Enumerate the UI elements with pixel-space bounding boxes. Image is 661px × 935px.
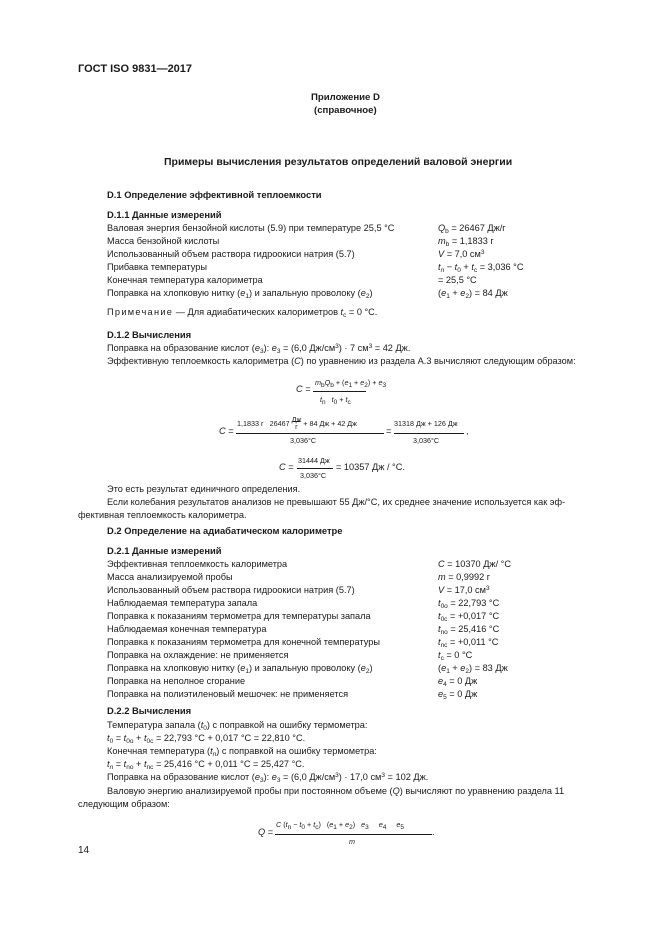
calc-line: Валовую энергию анализируемой пробы при постоянном объеме (Q) вычисляют по уравнению раздела 11 <box>107 786 565 796</box>
row-value: $t_{nc} = +0,011$ °C <box>438 637 499 649</box>
table-row <box>107 559 527 572</box>
table-row <box>107 585 527 598</box>
row-label: Наблюдаемая температура запала <box>107 598 258 608</box>
row-value: $t_{0o} = 22,793$ °C <box>438 598 500 610</box>
table-row <box>107 637 527 650</box>
note: Примечание — Для адиабатических калориметров $t_c = 0$ °C. <box>107 307 378 319</box>
row-value: $t_{0c} = +0,017$ °C <box>438 611 500 623</box>
row-label: Эффективная теплоемкость калориметра <box>107 559 288 569</box>
calc-line: $t_0 = t_{0o} + t_{0c} = 22,793$ °C + 0,017 °C = 22,810 °C. <box>107 733 306 745</box>
page-title: Примеры вычисления результатов определений валовой энергии <box>164 156 513 168</box>
table-row <box>107 249 527 262</box>
calc-line: Конечная температура $(t_n)$ с поправкой на ошибку термометра: <box>107 746 377 758</box>
table-row <box>107 598 527 611</box>
row-value: $e_4 = 0$ Дж <box>438 676 478 688</box>
row-value: $t_n - t_0 + t_c = 3,036$ °C <box>438 262 524 274</box>
row-label: Использованный объем раствора гидроокиси натрия (5.7) <box>107 585 355 595</box>
row-label: Поправка на неполное сгорание <box>107 676 246 686</box>
page-number: 14 <box>78 845 90 856</box>
paragraph-line: Если колебания результатов анализов не превышают 55 Дж/°C, их среднее значение используется как эф- <box>107 497 566 507</box>
row-label: Поправка к показаниям термометра для конечной температуры <box>107 637 380 647</box>
section-d1-2-heading: D.1.2 Вычисления <box>107 329 192 340</box>
row-label: Масса анализируемой пробы <box>107 572 233 582</box>
table-row <box>107 663 527 676</box>
row-value: V = 7,0 $см^3$ <box>438 249 485 259</box>
section-d1-1-heading: D.1.1 Данные измерений <box>107 209 222 220</box>
row-label: Поправка к показаниям термометра для температуры запала <box>107 611 371 621</box>
row-value: V = 17,0 $см^3$ <box>438 585 490 595</box>
calc-line: Температура запала $(t_0)$ с поправкой на ошибку термометра: <box>107 720 368 732</box>
row-label: Поправка на охлаждение: не применяется <box>107 650 289 660</box>
table-row <box>107 275 527 288</box>
table-row <box>107 650 527 663</box>
annex-title: Приложение D <box>311 92 380 103</box>
section-d2-heading: D.2 Определение на адиабатическом калориметре <box>107 525 343 536</box>
table-row <box>107 611 527 624</box>
row-value: $m_b = 1,1833$ г <box>438 236 494 248</box>
row-value: $e_5 = 0$ Дж <box>438 689 478 701</box>
row-value: $(e_1 + e_2) = 83$ Дж <box>438 663 508 675</box>
calc-line: Поправка на образование кислот $(e_3)$: $e_3 = (6,0$ $Дж/см^3) \cdot 7$ $см^3 = 42$ Дж. <box>107 343 411 355</box>
table-row <box>107 262 527 275</box>
calc-line: Эффективную теплоемкость калориметра (C) по уравнению из раздела А.3 вычисляют следующим образом: <box>107 356 576 366</box>
calc-line: Поправка на образование кислот $(e_3)$: $e_3 = (6,0$ $Дж/см^3) \cdot 17,0$ $см^3 = 102$ Дж. <box>107 772 429 784</box>
paragraph-line: фективная теплоемкость калориметра. <box>78 510 247 520</box>
table-row <box>107 236 527 249</box>
row-label: Поправка на хлопковую нитку $(e_1)$ и запальную проволоку $(e_2)$ <box>107 288 373 300</box>
table-row <box>107 572 527 585</box>
row-value: C = 10370 Дж/ °C <box>438 559 511 569</box>
row-label: Прибавка температуры <box>107 262 207 272</box>
section-d2-1-heading: D.2.1 Данные измерений <box>107 545 222 556</box>
calc-line: $t_n = t_{no} + t_{nc} = 25,416$ °C + 0,011 °C = 25,427 °C. <box>107 759 305 771</box>
table-row <box>107 676 527 689</box>
row-label: Наблюдаемая конечная температура <box>107 624 267 634</box>
row-value: $t_{no} = 25,416$ °C <box>438 624 500 636</box>
document-id: ГОСТ ISO 9831—2017 <box>78 63 193 75</box>
row-value: = 25,5 °C <box>438 275 477 285</box>
calc-line: следующим образом: <box>78 799 170 809</box>
annex-subtitle: (справочное) <box>314 105 377 116</box>
table-row <box>107 624 527 637</box>
row-label: Поправка на хлопковую нитку $(e_1)$ и запальную проволоку $(e_2)$ <box>107 663 373 675</box>
table-row <box>107 223 527 236</box>
row-value: $(e_1 + e_2) = 84$ Дж <box>438 288 508 300</box>
row-label: Использованный объем раствора гидроокиси натрия (5.7) <box>107 249 355 259</box>
table-row <box>107 689 527 702</box>
section-d1-heading: D.1 Определение эффективной теплоемкости <box>107 189 322 200</box>
result-text: Это есть результат единичного определения. <box>107 484 301 494</box>
section-d2-2-heading: D.2.2 Вычисления <box>107 705 192 716</box>
row-label: Масса бензойной кислоты <box>107 236 220 246</box>
row-label: Валовая энергия бензойной кислоты (5.9) при температуре 25,5 °C <box>107 223 395 233</box>
table-row <box>107 288 527 301</box>
row-value: $Q_b = 26467$ Дж/г <box>438 223 506 235</box>
row-label: Конечная температура калориметра <box>107 275 263 285</box>
row-value: m = 0,9992 г <box>438 572 491 582</box>
row-value: $t_c = 0$ °C <box>438 650 473 662</box>
row-label: Поправка на полиэтиленовый мешочек: не применяется <box>107 689 349 699</box>
